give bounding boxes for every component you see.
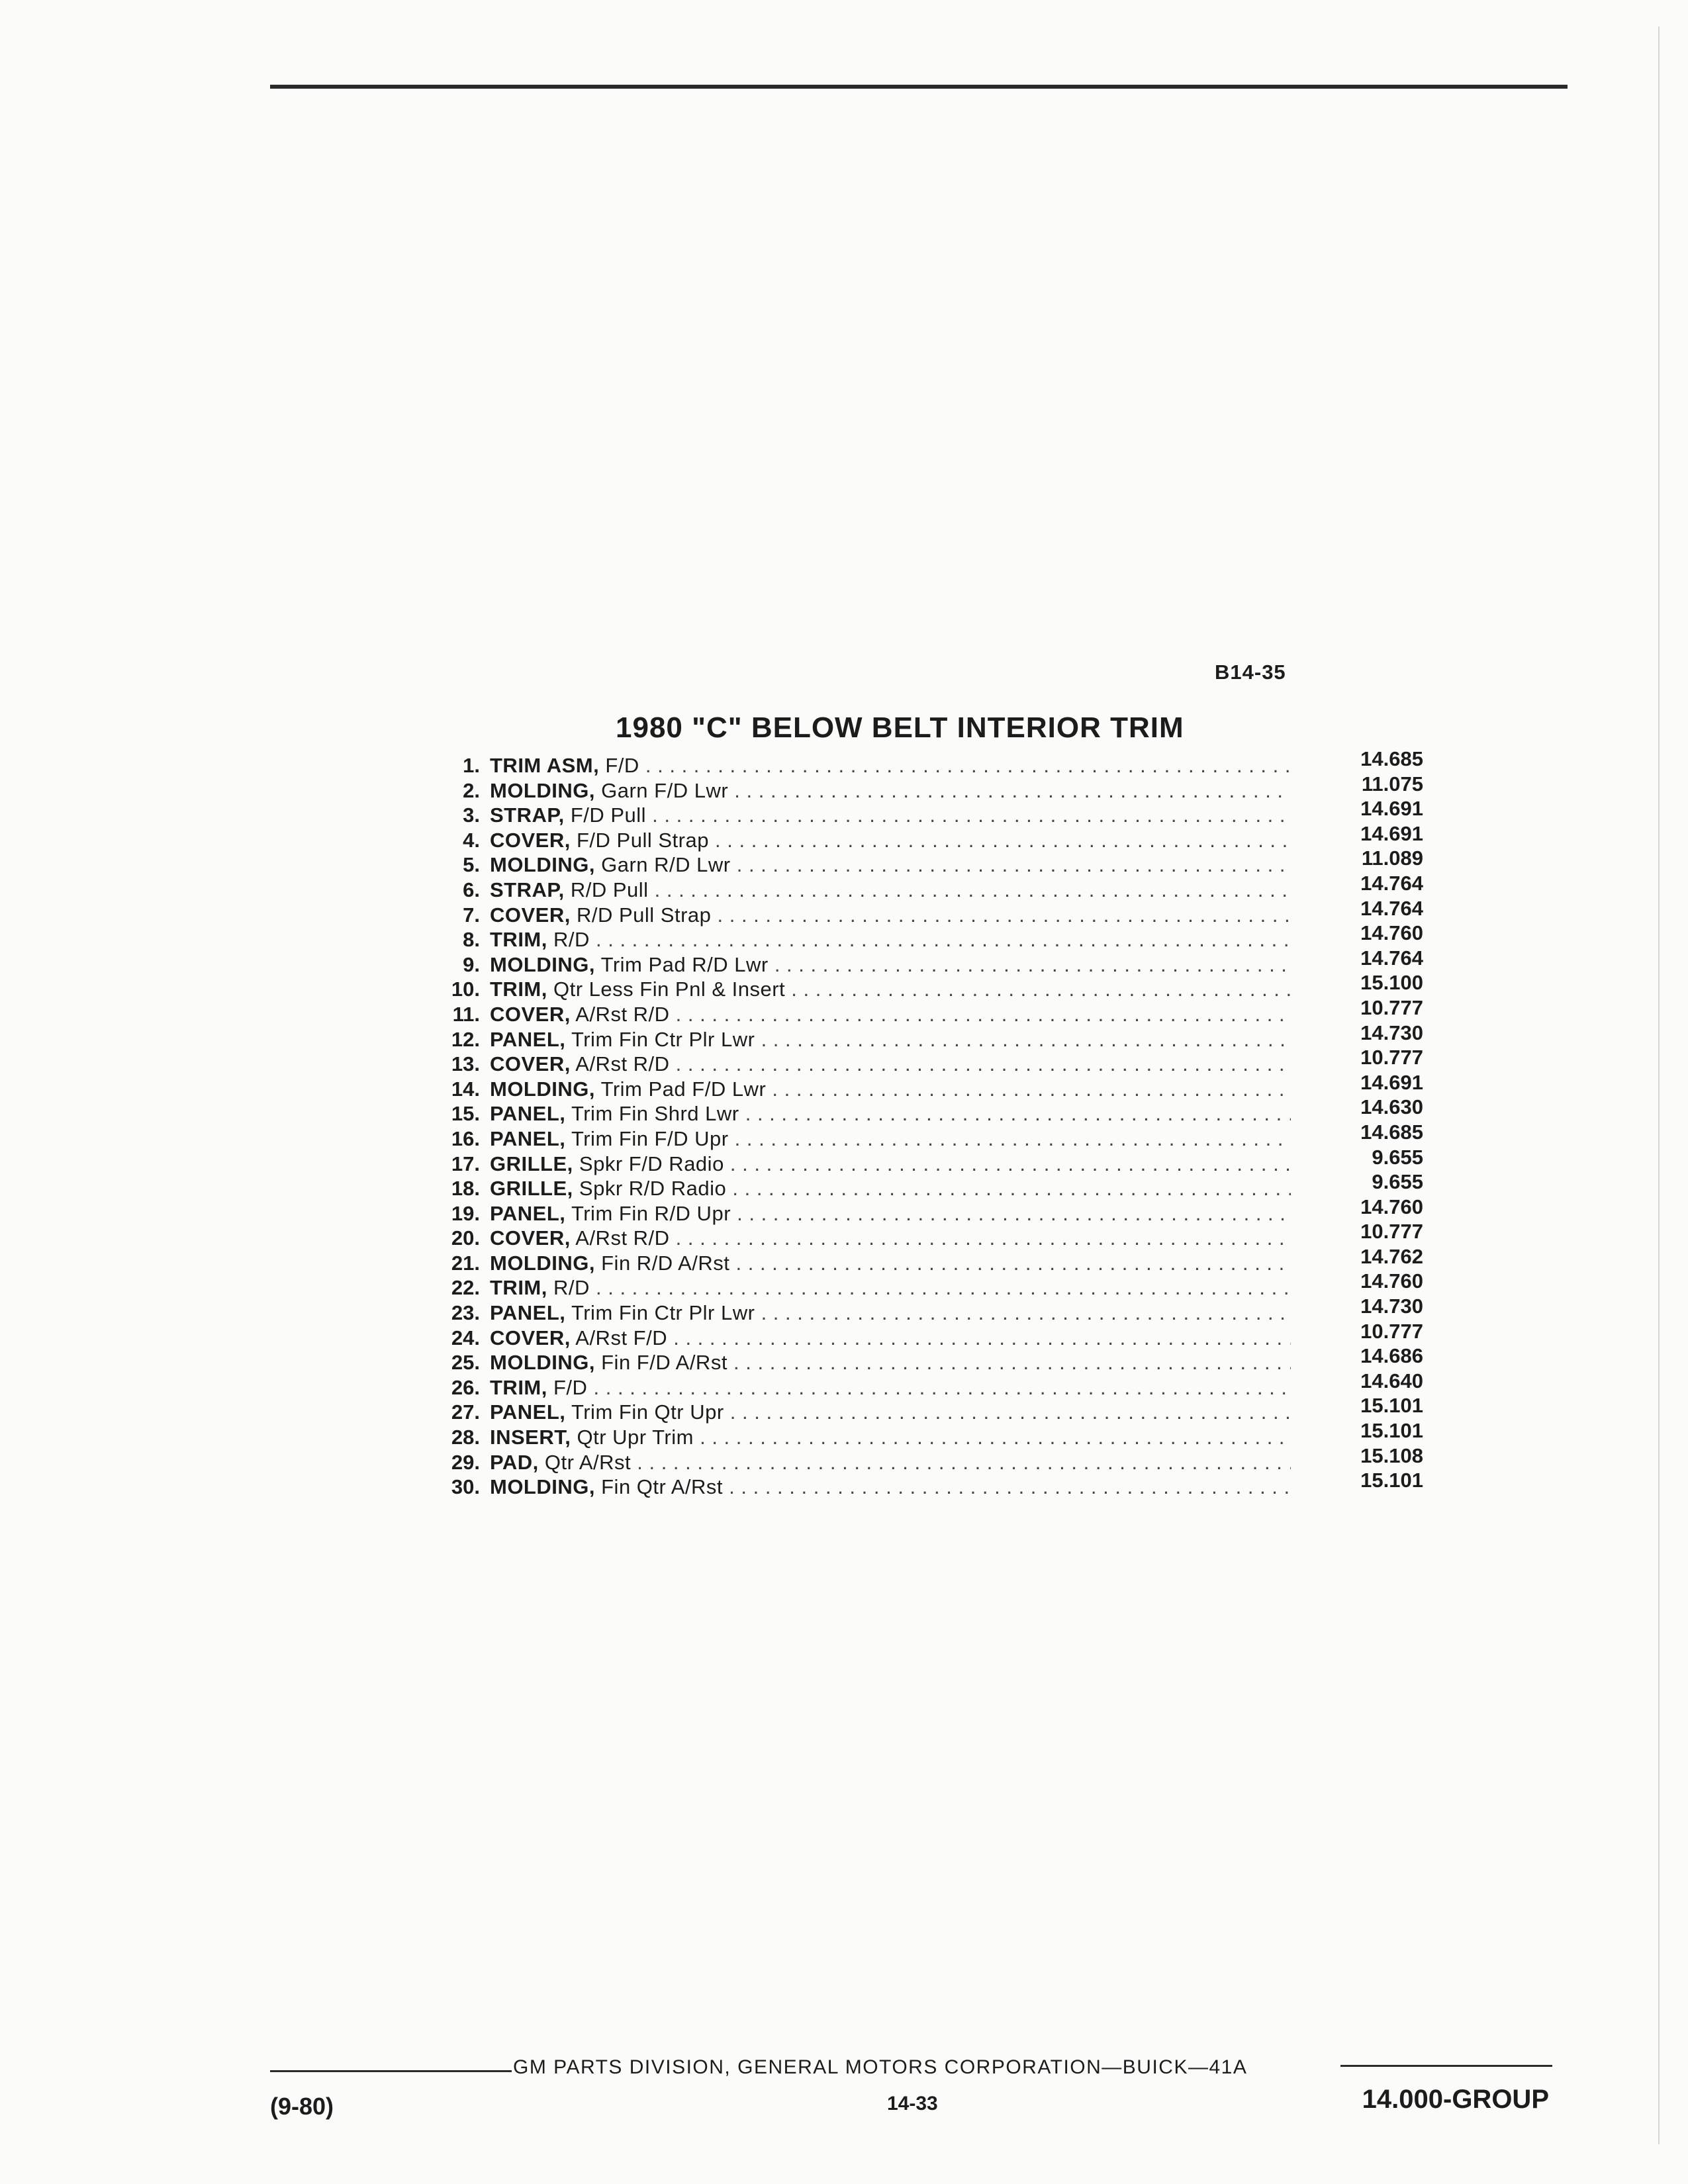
- parts-row: [417, 1095, 1423, 1126]
- item-number: 20.: [451, 1226, 480, 1250]
- item-description: [490, 1002, 1291, 1027]
- item-detail: Trim Pad R/D Lwr: [600, 952, 769, 976]
- item-reference: 14.691: [1360, 821, 1423, 845]
- item-description: [490, 1201, 1291, 1226]
- item-name: MOLDING,: [490, 853, 595, 877]
- item-number: 6.: [463, 878, 480, 901]
- item-reference: 14.691: [1360, 1070, 1423, 1094]
- footer-rule-right: [1340, 2065, 1552, 2067]
- parts-row: [417, 1394, 1423, 1425]
- item-reference: 10.777: [1360, 1046, 1423, 1069]
- parts-row: [417, 946, 1423, 978]
- item-number: 29.: [451, 1450, 480, 1474]
- item-description: [490, 828, 1291, 853]
- item-name: PAD,: [490, 1450, 539, 1474]
- item-number: 16.: [451, 1126, 480, 1150]
- item-name: TRIM,: [490, 928, 547, 952]
- parts-row: [417, 747, 1423, 778]
- item-description: [490, 753, 1291, 778]
- item-description: [490, 1400, 1291, 1425]
- item-detail: F/D: [605, 754, 639, 777]
- item-name: PANEL,: [490, 1400, 566, 1424]
- item-reference: 14.760: [1360, 1269, 1423, 1293]
- item-number: 2.: [463, 778, 480, 802]
- item-detail: Fin Qtr A/Rst: [601, 1475, 724, 1499]
- item-description: [490, 1101, 1291, 1126]
- parts-row: [417, 921, 1423, 952]
- item-name: COVER,: [490, 1002, 571, 1026]
- item-description: [490, 1052, 1291, 1077]
- footer-page-number: 14-33: [887, 2093, 938, 2115]
- item-description: [490, 1077, 1291, 1102]
- parts-row: [417, 1120, 1423, 1152]
- item-number: 1.: [463, 754, 480, 777]
- item-number: 26.: [451, 1375, 480, 1399]
- item-name: MOLDING,: [490, 952, 595, 976]
- item-number: 5.: [463, 853, 480, 877]
- item-number: 30.: [451, 1475, 480, 1499]
- page-title: 1980 "C" BELOW BELT INTERIOR TRIM: [616, 711, 1184, 744]
- item-detail: F/D Pull: [570, 803, 647, 827]
- item-name: COVER,: [490, 1226, 571, 1250]
- item-name: STRAP,: [490, 878, 565, 901]
- item-name: MOLDING,: [490, 1475, 595, 1499]
- item-name: TRIM,: [490, 1276, 547, 1300]
- item-reference: 14.640: [1360, 1369, 1423, 1392]
- item-number: 18.: [451, 1177, 480, 1201]
- item-name: TRIM,: [490, 1375, 547, 1399]
- item-reference: 9.655: [1372, 1170, 1423, 1194]
- parts-row: [417, 971, 1423, 1002]
- parts-row: [417, 1170, 1423, 1201]
- footer-date: (9-80): [270, 2093, 334, 2120]
- item-reference: 15.101: [1360, 1394, 1423, 1418]
- item-description: [490, 1251, 1291, 1276]
- item-description: [490, 1300, 1291, 1326]
- item-number: 28.: [451, 1426, 480, 1449]
- parts-row: [417, 846, 1423, 878]
- item-number: 7.: [463, 903, 480, 927]
- item-description: [490, 1226, 1291, 1251]
- parts-row: [417, 1319, 1423, 1351]
- item-number: 23.: [451, 1301, 480, 1325]
- footer-publisher: GM PARTS DIVISION, GENERAL MOTORS CORPORATION—BUICK—41A: [513, 2056, 1248, 2078]
- item-number: 9.: [463, 952, 480, 976]
- parts-row: [417, 1021, 1423, 1052]
- item-name: COVER,: [490, 1326, 571, 1349]
- item-reference: 9.655: [1372, 1145, 1423, 1169]
- item-reference: 14.686: [1360, 1344, 1423, 1368]
- item-reference: 14.762: [1360, 1244, 1423, 1268]
- item-number: 21.: [451, 1251, 480, 1275]
- item-detail: Trim Pad F/D Lwr: [600, 1077, 767, 1101]
- item-number: 8.: [463, 928, 480, 952]
- item-description: [490, 1475, 1291, 1500]
- item-reference: 14.764: [1360, 896, 1423, 920]
- item-number: 15.: [451, 1102, 480, 1126]
- parts-row: [417, 1244, 1423, 1276]
- item-reference: 14.760: [1360, 921, 1423, 945]
- item-number: 25.: [451, 1351, 480, 1375]
- item-number: 11.: [452, 1002, 480, 1026]
- item-detail: Garn R/D Lwr: [601, 853, 731, 877]
- item-detail: Fin R/D A/Rst: [601, 1251, 730, 1275]
- parts-row: [417, 1269, 1423, 1300]
- item-detail: Qtr Upr Trim: [577, 1426, 694, 1449]
- item-number: 4.: [463, 828, 480, 852]
- item-description: [490, 1126, 1291, 1152]
- item-reference: 11.089: [1361, 846, 1423, 870]
- parts-row: [417, 1344, 1423, 1375]
- item-description: [490, 1275, 1291, 1300]
- item-description: [490, 1450, 1291, 1475]
- parts-row: [417, 1419, 1423, 1450]
- item-name: MOLDING,: [490, 1077, 595, 1101]
- item-detail: Trim Fin Shrd Lwr: [571, 1102, 739, 1126]
- item-description: [490, 1326, 1291, 1351]
- item-detail: A/Rst R/D: [575, 1226, 670, 1250]
- parts-row: [417, 821, 1423, 853]
- item-name: PANEL,: [490, 1027, 566, 1051]
- item-detail: Fin F/D A/Rst: [601, 1351, 727, 1375]
- item-description: [490, 1152, 1291, 1177]
- item-number: 22.: [451, 1276, 480, 1300]
- footer-group: 14.000-GROUP: [1362, 2085, 1549, 2114]
- item-name: MOLDING,: [490, 1351, 595, 1375]
- item-number: 17.: [451, 1152, 480, 1175]
- item-reference: 14.730: [1360, 1295, 1423, 1318]
- item-reference: 10.777: [1360, 1319, 1423, 1343]
- item-detail: R/D Pull Strap: [576, 903, 712, 927]
- item-name: GRILLE,: [490, 1152, 573, 1175]
- item-detail: R/D: [553, 1276, 590, 1300]
- item-description: [490, 778, 1291, 803]
- item-number: 19.: [451, 1201, 480, 1225]
- item-name: COVER,: [490, 1052, 571, 1076]
- item-detail: F/D: [553, 1375, 588, 1399]
- item-detail: A/Rst R/D: [575, 1002, 670, 1026]
- item-detail: R/D Pull: [570, 878, 649, 901]
- parts-row: [417, 995, 1423, 1027]
- item-reference: 14.630: [1360, 1095, 1423, 1119]
- item-name: COVER,: [490, 903, 571, 927]
- parts-row: [417, 1295, 1423, 1326]
- item-name: TRIM ASM,: [490, 754, 600, 777]
- item-name: PANEL,: [490, 1126, 566, 1150]
- parts-row: [417, 1046, 1423, 1077]
- parts-list: [417, 747, 1423, 1500]
- item-name: MOLDING,: [490, 1251, 595, 1275]
- item-name: COVER,: [490, 828, 571, 852]
- parts-row: [417, 896, 1423, 928]
- item-description: [490, 852, 1291, 878]
- parts-row: [417, 772, 1423, 803]
- item-detail: Trim Fin Ctr Plr Lwr: [571, 1301, 755, 1325]
- item-description: [490, 903, 1291, 928]
- item-detail: Qtr A/Rst: [544, 1450, 632, 1474]
- parts-row: [417, 797, 1423, 828]
- item-reference: 14.760: [1360, 1195, 1423, 1218]
- item-reference: 14.691: [1360, 797, 1423, 821]
- item-reference: 15.100: [1360, 971, 1423, 995]
- item-description: [490, 1350, 1291, 1375]
- footer-rule-left: [270, 2070, 512, 2072]
- item-name: STRAP,: [490, 803, 565, 827]
- item-detail: A/Rst R/D: [575, 1052, 670, 1076]
- item-reference: 15.101: [1360, 1469, 1423, 1492]
- item-name: INSERT,: [490, 1426, 571, 1449]
- item-reference: 15.108: [1360, 1443, 1423, 1467]
- item-detail: Trim Fin Qtr Upr: [571, 1400, 724, 1424]
- item-number: 10.: [451, 978, 480, 1001]
- item-number: 14.: [451, 1077, 480, 1101]
- item-detail: Spkr R/D Radio: [579, 1177, 727, 1201]
- item-detail: Garn F/D Lwr: [601, 778, 729, 802]
- item-description: [490, 927, 1291, 952]
- item-detail: Trim Fin F/D Upr: [571, 1126, 729, 1150]
- item-description: [490, 1425, 1291, 1450]
- item-name: TRIM,: [490, 978, 547, 1001]
- item-description: [490, 1375, 1291, 1400]
- item-reference: 10.777: [1360, 995, 1423, 1019]
- item-description: [490, 1027, 1291, 1052]
- item-name: PANEL,: [490, 1301, 566, 1325]
- item-reference: 15.101: [1360, 1419, 1423, 1443]
- item-reference: 11.075: [1361, 772, 1423, 796]
- item-name: GRILLE,: [490, 1177, 573, 1201]
- item-description: [490, 878, 1291, 903]
- item-detail: F/D Pull Strap: [576, 828, 709, 852]
- item-name: PANEL,: [490, 1102, 566, 1126]
- item-reference: 10.777: [1360, 1220, 1423, 1244]
- item-reference: 14.685: [1360, 747, 1423, 770]
- parts-row: [417, 1220, 1423, 1251]
- item-detail: Spkr F/D Radio: [579, 1152, 724, 1175]
- parts-row: [417, 1369, 1423, 1400]
- parts-row: [417, 1070, 1423, 1102]
- item-detail: Trim Fin Ctr Plr Lwr: [571, 1027, 755, 1051]
- item-detail: A/Rst F/D: [575, 1326, 668, 1349]
- parts-row: [417, 1469, 1423, 1500]
- parts-row: [417, 871, 1423, 903]
- item-number: 13.: [451, 1052, 480, 1076]
- top-rule: [270, 85, 1568, 89]
- item-description: [490, 1176, 1291, 1201]
- parts-row: [417, 1443, 1423, 1475]
- parts-row: [417, 1195, 1423, 1226]
- item-number: 24.: [451, 1326, 480, 1349]
- item-reference: 14.685: [1360, 1120, 1423, 1144]
- item-description: [490, 977, 1291, 1002]
- item-number: 12.: [451, 1027, 480, 1051]
- item-number: 27.: [451, 1400, 480, 1424]
- item-number: 3.: [463, 803, 480, 827]
- item-detail: Qtr Less Fin Pnl & Insert: [553, 978, 786, 1001]
- parts-row: [417, 1145, 1423, 1177]
- figure-reference: B14-35: [1215, 660, 1286, 684]
- item-description: [490, 803, 1291, 828]
- item-reference: 14.764: [1360, 871, 1423, 895]
- item-reference: 14.764: [1360, 946, 1423, 970]
- page-edge: [1658, 26, 1660, 2144]
- item-detail: R/D: [553, 928, 590, 952]
- item-reference: 14.730: [1360, 1021, 1423, 1044]
- item-name: MOLDING,: [490, 778, 595, 802]
- item-detail: Trim Fin R/D Upr: [571, 1201, 731, 1225]
- item-name: PANEL,: [490, 1201, 566, 1225]
- item-description: [490, 952, 1291, 978]
